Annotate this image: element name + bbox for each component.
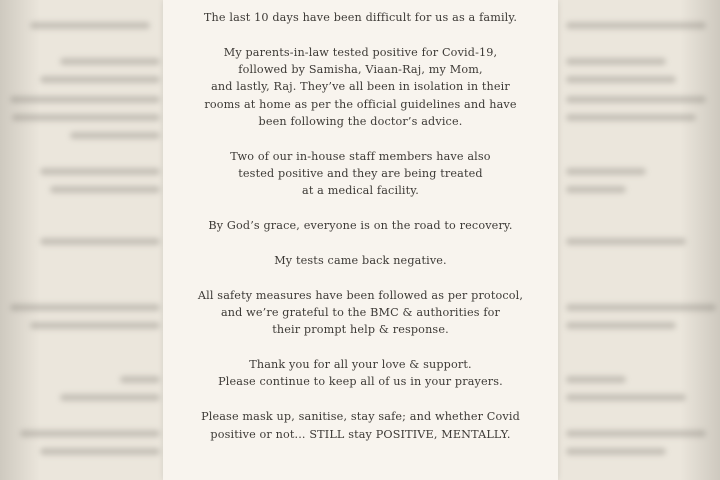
- blurred-text-line: [566, 114, 696, 121]
- text-line: tested positive and they are being treated: [238, 167, 483, 181]
- blurred-text-line: [70, 132, 160, 139]
- blurred-text-line: [566, 186, 626, 193]
- text-line: positive or not... STILL stay POSITIVE, MENTALLY.: [210, 427, 511, 441]
- blurred-text-line: [40, 448, 160, 455]
- text-line: at a medical facility.: [302, 184, 419, 198]
- blurred-text-line: [566, 58, 666, 65]
- blurred-text-line: [30, 22, 150, 29]
- text-line: Two of our in-house staff members have also: [230, 149, 491, 163]
- text-line: Thank you for all your love & support.: [249, 358, 472, 372]
- blurred-text-line: [566, 76, 676, 83]
- blurred-text-line: [566, 448, 666, 455]
- text-line: been following the doctor’s advice.: [258, 114, 463, 128]
- text-line: My parents-in-law tested positive for Covid-19,: [223, 45, 498, 59]
- text-line: The last 10 days have been difficult for us as a family.: [203, 11, 518, 24]
- paragraph-recovery: [163, 217, 558, 234]
- left-vignette: [0, 0, 40, 480]
- blurred-text-line: [60, 394, 160, 401]
- blurred-text-line: [566, 168, 646, 175]
- blurred-text-line: [566, 376, 626, 383]
- blurred-text-line: [566, 238, 686, 245]
- text-line: Please continue to keep all of us in your prayers.: [218, 375, 503, 389]
- text-line: By God’s grace, everyone is on the road to recovery.: [208, 219, 513, 233]
- statement-note: [163, 0, 558, 480]
- paragraph-family-status: [163, 44, 558, 130]
- paragraph-staff-status: [163, 148, 558, 200]
- paragraph-closing: [163, 408, 558, 443]
- text-line: My tests came back negative.: [274, 253, 447, 267]
- blurred-text-line: [60, 58, 160, 65]
- paragraph-safety-measures: [163, 287, 558, 339]
- blurred-text-line: [40, 168, 160, 175]
- text-line: and lastly, Raj. They’ve all been in isolation in their: [211, 80, 510, 94]
- blurred-text-line: [566, 322, 676, 329]
- paragraph-intro: [163, 9, 558, 26]
- text-line: All safety measures have been followed as per protocol,: [197, 288, 524, 302]
- blurred-text-line: [30, 322, 160, 329]
- blurred-text-line: [120, 376, 160, 383]
- paragraph-thanks: [163, 356, 558, 391]
- blurred-text-line: [20, 430, 160, 437]
- blurred-text-line: [566, 394, 686, 401]
- text-line: their prompt help & response.: [272, 323, 449, 337]
- text-line: followed by Samisha, Viaan-Raj, my Mom,: [238, 63, 483, 77]
- blurred-text-line: [40, 76, 160, 83]
- text-line: Please mask up, sanitise, stay safe; and whether Covid: [201, 410, 520, 424]
- right-vignette: [680, 0, 720, 480]
- text-line: rooms at home as per the official guidelines and have: [204, 97, 517, 111]
- blurred-text-line: [50, 186, 160, 193]
- text-line: and we’re grateful to the BMC & authorities for: [220, 306, 501, 320]
- paragraph-test-result: [163, 252, 558, 269]
- blurred-text-line: [40, 238, 160, 245]
